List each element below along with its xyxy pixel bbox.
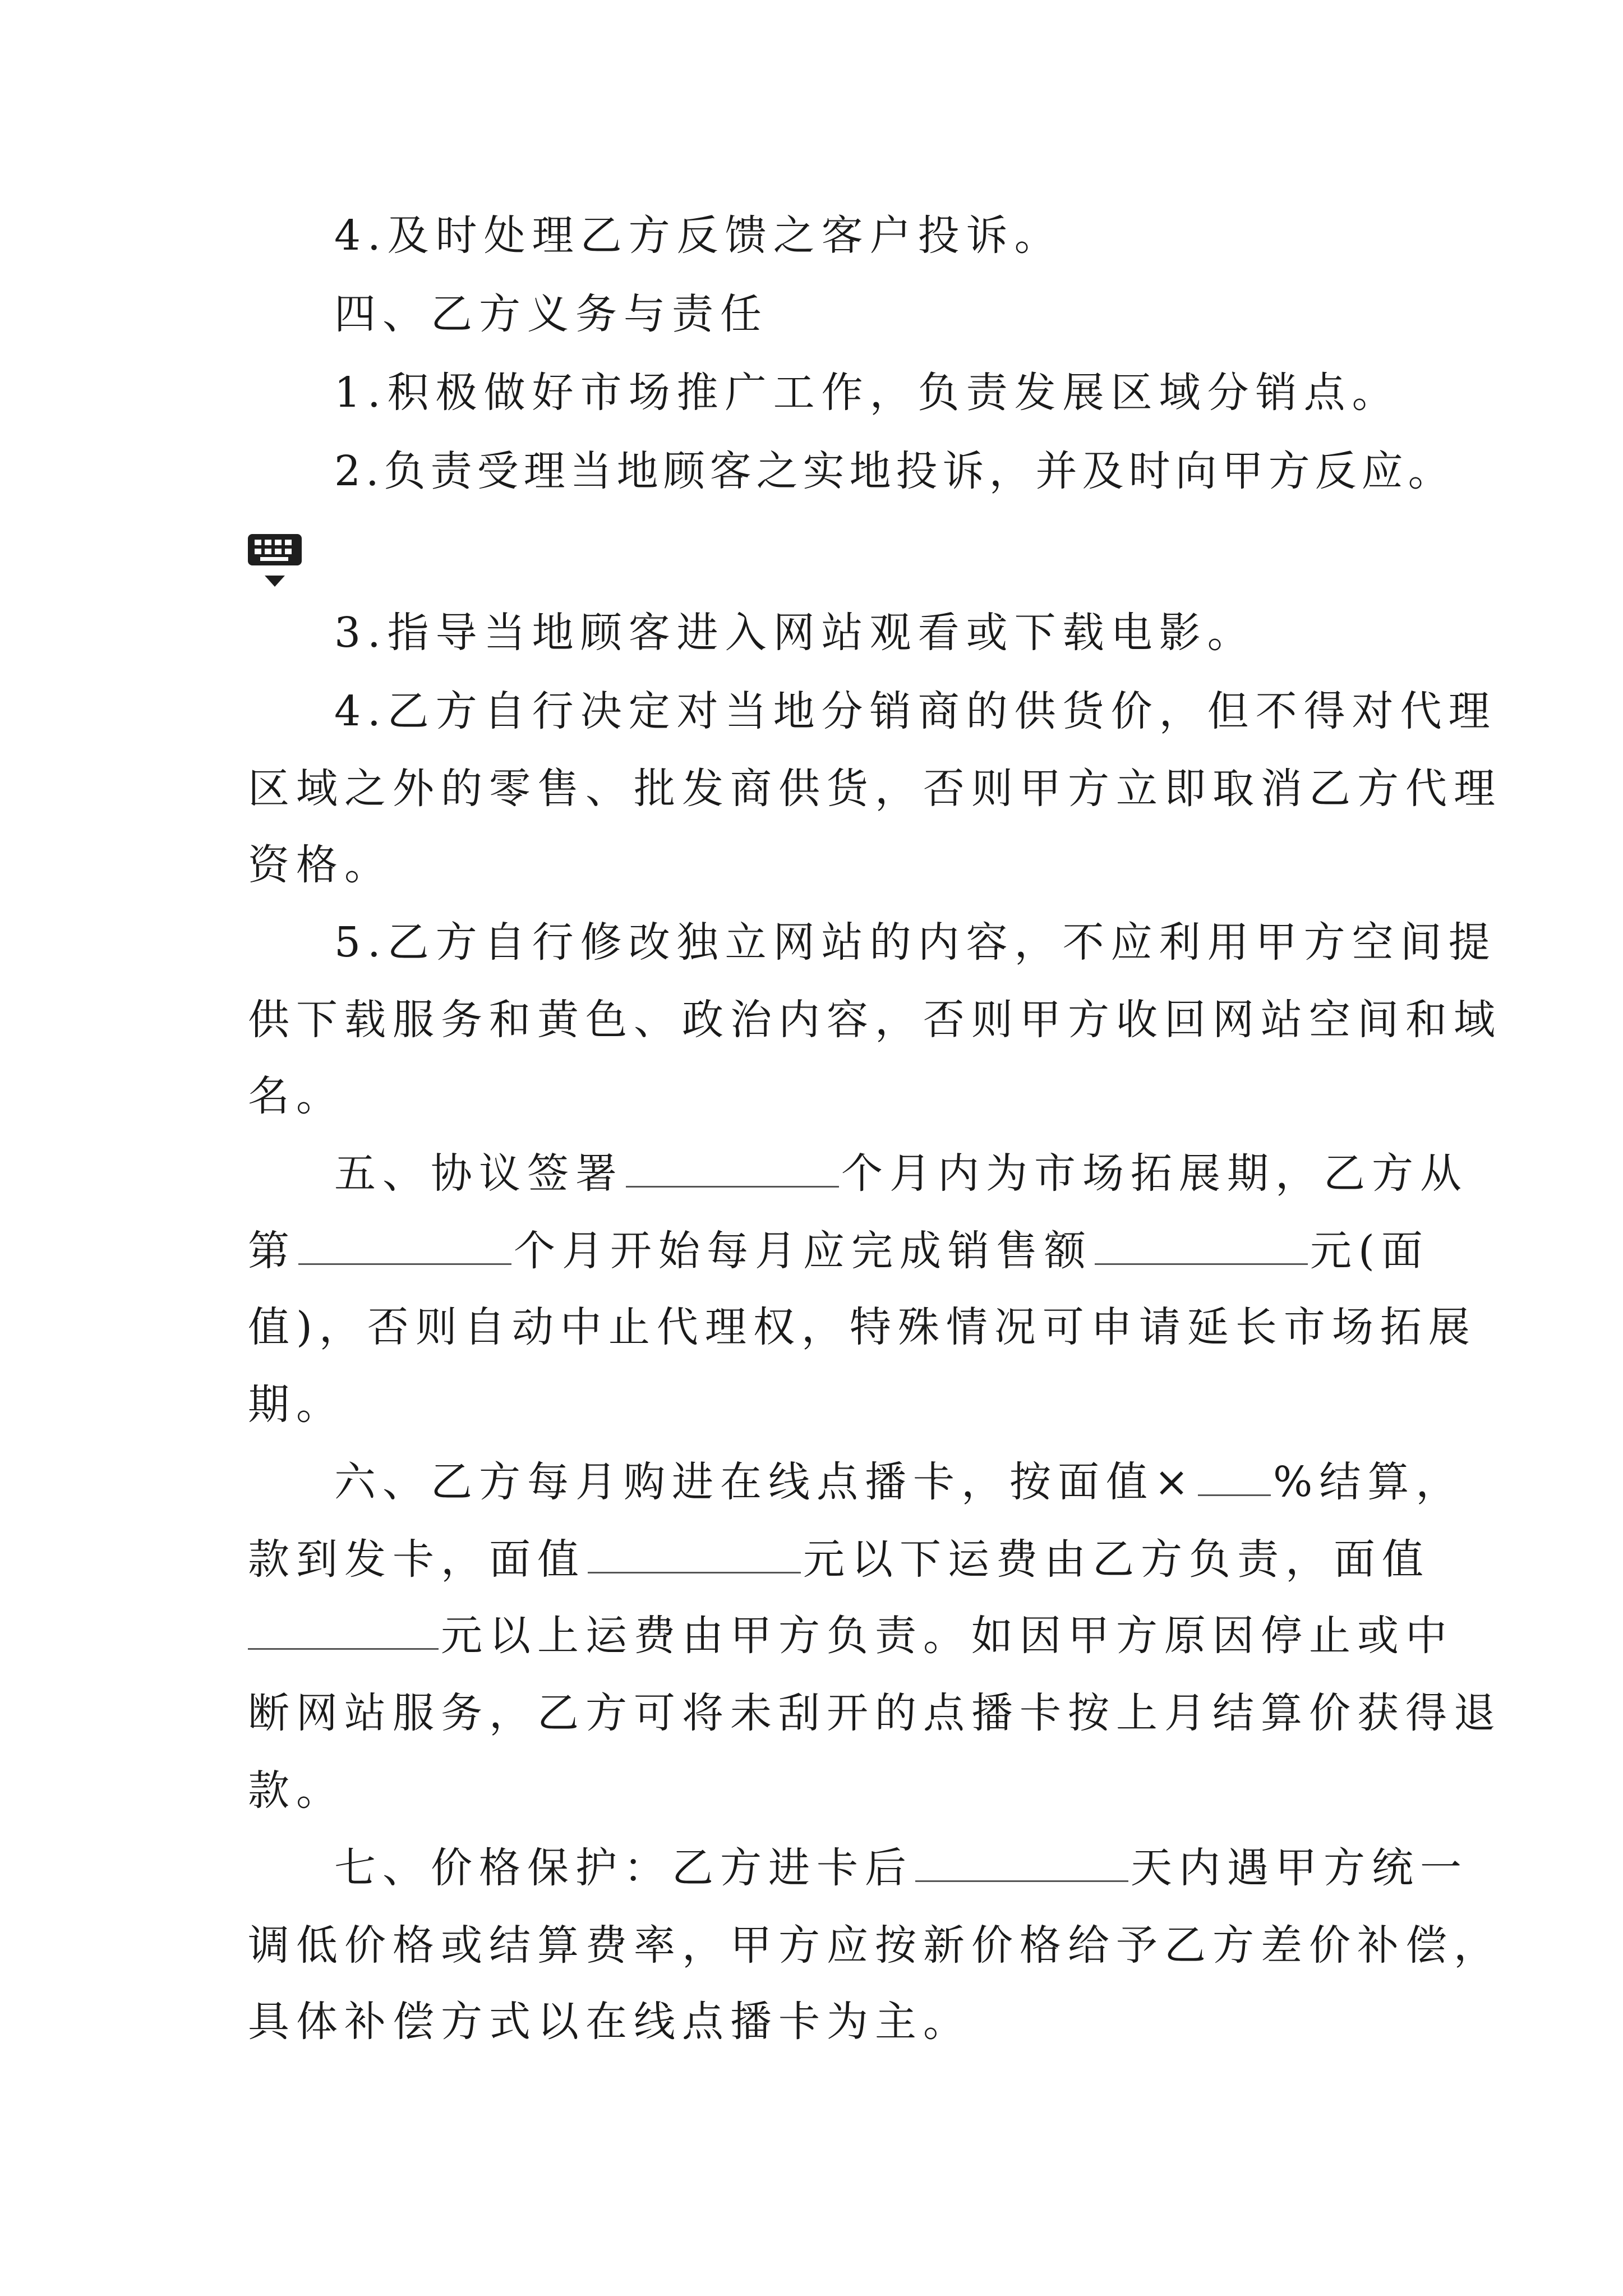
- text-line: 供下载服务和黄色、政治内容，否则甲方收回网站空间和域: [248, 996, 1502, 1044]
- fill-in-blank[interactable]: [588, 1537, 801, 1573]
- section-5-line-1: [334, 1147, 1468, 1200]
- section-5-line-2: [248, 1224, 1430, 1278]
- text-line: 2.负责受理当地顾客之实地投诉，并及时向甲方反应。: [334, 447, 1455, 495]
- fill-in-blank[interactable]: [1198, 1460, 1271, 1496]
- fill-in-blank[interactable]: [1095, 1228, 1308, 1265]
- fill-in-blank[interactable]: [915, 1846, 1128, 1882]
- text-line: 5.乙方自行修改独立网站的内容，不应利用甲方空间提: [334, 918, 1497, 967]
- text-line: 3.指导当地顾客进入网站观看或下载电影。: [334, 609, 1256, 657]
- text-line: 名。: [248, 1072, 344, 1120]
- text-run: %结算，: [1273, 1458, 1464, 1506]
- text-run: 元以下运费由乙方负责，面值: [803, 1535, 1430, 1584]
- text-line: 值)，否则自动中止代理权，特殊情况可申请延长市场拓展: [248, 1303, 1477, 1351]
- text-line: 资格。: [248, 841, 393, 889]
- fill-in-blank[interactable]: [298, 1228, 511, 1265]
- text-run: 五、协议签署: [334, 1149, 624, 1198]
- text-run: 七、价格保护：乙方进卡后: [334, 1844, 913, 1892]
- text-line: 调低价格或结算费率，甲方应按新价格给予乙方差价补偿，: [248, 1921, 1502, 1970]
- fill-in-blank[interactable]: [626, 1151, 839, 1188]
- text-line: 区域之外的零售、批发商供货，否则甲方立即取消乙方代理: [248, 765, 1502, 813]
- keyboard-dropdown-icon[interactable]: [247, 533, 303, 595]
- text-run: 个月开始每月应完成销售额: [514, 1227, 1092, 1275]
- text-run: 六、乙方每月购进在线点播卡，按面值×: [334, 1458, 1196, 1506]
- text-run: 第: [248, 1227, 296, 1275]
- text-run: 款到发卡，面值: [248, 1535, 585, 1584]
- text-line: 款。: [248, 1766, 344, 1815]
- text-run: 天内遇甲方统一: [1131, 1844, 1468, 1892]
- section-6-line-2: [248, 1533, 1430, 1586]
- text-run: 元(面: [1310, 1227, 1430, 1275]
- section-heading: 四、乙方义务与责任: [334, 290, 768, 338]
- text-line: 断网站服务，乙方可将未刮开的点播卡按上月结算价获得退: [248, 1689, 1502, 1737]
- text-line: 具体补偿方式以在线点播卡为主。: [248, 1998, 971, 2046]
- text-run: 元以上运费由甲方负责。如因甲方原因停止或中: [441, 1612, 1454, 1660]
- text-line: 1.积极做好市场推广工作，负责发展区域分销点。: [334, 369, 1400, 417]
- section-6-line-1: [334, 1455, 1464, 1509]
- section-7-line-1: [334, 1841, 1468, 1895]
- text-line: 4.乙方自行决定对当地分销商的供货价，但不得对代理: [334, 687, 1497, 735]
- fill-in-blank[interactable]: [248, 1613, 439, 1650]
- section-6-line-3: [248, 1609, 1454, 1663]
- text-run: 个月内为市场拓展期，乙方从: [841, 1149, 1468, 1198]
- text-line: 期。: [248, 1381, 344, 1429]
- text-line: 4.及时处理乙方反馈之客户投诉。: [334, 211, 1063, 260]
